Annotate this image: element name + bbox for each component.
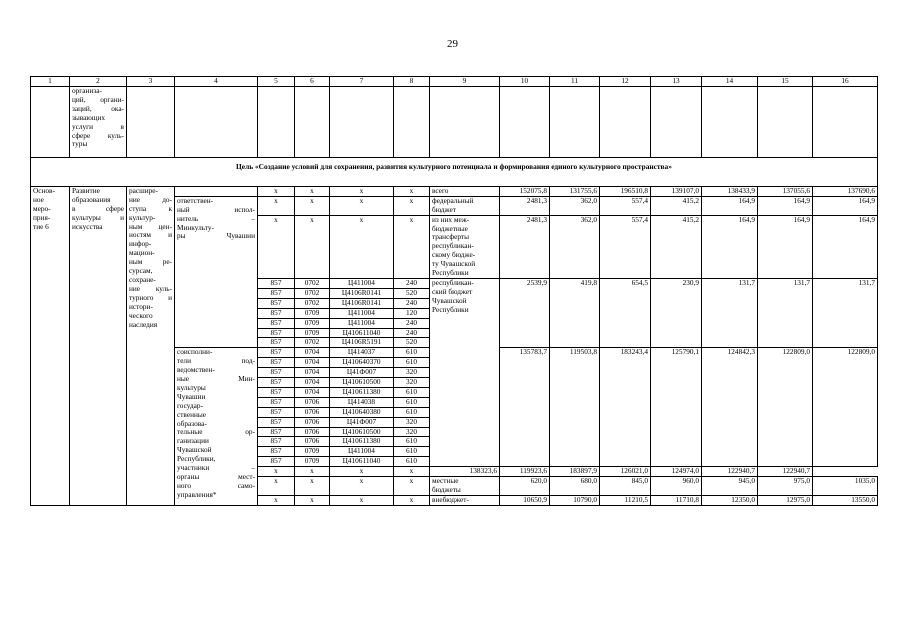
goal-title: Цель «Создание условий для сохранения, развития культурного потенциала и формирования единого культурного пространства» bbox=[31, 158, 878, 187]
co-executors: соисполни- тели под- ведомствен- ные Мин- культуры Чувашии государ- ственные образова- тельные ор- ганизации Чувашской Республики, участники – органы мест- ного само- управления* bbox=[175, 348, 258, 506]
budget-code: 0709 bbox=[295, 447, 330, 457]
amount-cell: 122809,0 bbox=[758, 348, 813, 467]
amount-cell: 122809,0 bbox=[813, 348, 878, 467]
amount-cell: 164,9 bbox=[702, 215, 758, 278]
budget-code: Ц4106R5191 bbox=[330, 338, 394, 348]
budget-code: 857 bbox=[258, 328, 295, 338]
budget-code: 857 bbox=[258, 288, 295, 298]
budget-code: 857 bbox=[258, 358, 295, 368]
amount-cell: 164,9 bbox=[702, 196, 758, 215]
budget-code: Ц414037 bbox=[330, 348, 394, 358]
responsible-executor: ответствен- ный испол- нитель – Минкульту- ры Чувашии bbox=[175, 196, 258, 348]
amount-cell: 415,2 bbox=[651, 215, 702, 278]
amount-cell: 131,7 bbox=[758, 278, 813, 347]
column-number: 5 bbox=[258, 77, 295, 87]
column-number: 15 bbox=[758, 77, 813, 87]
budget-code: 0709 bbox=[295, 308, 330, 318]
budget-code: 0704 bbox=[295, 358, 330, 368]
amount-cell: 119503,8 bbox=[550, 348, 600, 467]
budget-code: Ц410611040 bbox=[330, 328, 394, 338]
budget-code: 610 bbox=[394, 358, 430, 368]
continuation-row bbox=[31, 87, 878, 158]
code-x: x bbox=[330, 467, 394, 477]
funding-source: внебюджет- bbox=[430, 495, 500, 505]
amount-cell: 119923,6 bbox=[500, 467, 550, 477]
budget-code: 857 bbox=[258, 417, 295, 427]
amount-cell: 122940,7 bbox=[758, 467, 813, 477]
budget-code: Ц41Ф007 bbox=[330, 417, 394, 427]
funding-source: из них меж- бюджетные трансферты республикан- скому бюдже- ту Чувашской Республики bbox=[430, 215, 500, 278]
amount-cell: 620,0 bbox=[500, 477, 550, 496]
table-body bbox=[31, 77, 878, 506]
funding-source: федеральный бюджет bbox=[430, 196, 500, 215]
budget-code: 610 bbox=[394, 387, 430, 397]
amount-cell: 845,0 bbox=[600, 477, 651, 496]
budget-code: 0702 bbox=[295, 338, 330, 348]
code-x: x bbox=[295, 196, 330, 215]
budget-code: 857 bbox=[258, 378, 295, 388]
budget-code: 857 bbox=[258, 278, 295, 288]
amount-cell: 680,0 bbox=[550, 477, 600, 496]
budget-code: 610 bbox=[394, 457, 430, 467]
amount-cell: 10790,0 bbox=[550, 495, 600, 505]
goal-row bbox=[31, 158, 878, 187]
amount-cell: 11710,8 bbox=[651, 495, 702, 505]
amount-cell: 11210,5 bbox=[600, 495, 651, 505]
column-number: 14 bbox=[702, 77, 758, 87]
budget-code: 0706 bbox=[295, 397, 330, 407]
budget-code: 120 bbox=[394, 308, 430, 318]
budget-code: 0704 bbox=[295, 378, 330, 388]
budget-code: 0709 bbox=[295, 457, 330, 467]
amount-cell: 131,7 bbox=[813, 278, 878, 347]
budget-code: 520 bbox=[394, 338, 430, 348]
amount-cell: 230,9 bbox=[651, 278, 702, 347]
amount-cell: 131,7 bbox=[702, 278, 758, 347]
empty-cell bbox=[175, 186, 258, 196]
amount-cell: 164,9 bbox=[813, 215, 878, 278]
amount-cell: 183243,4 bbox=[600, 348, 651, 467]
code-x: x bbox=[394, 495, 430, 505]
amount-cell: 654,5 bbox=[600, 278, 651, 347]
budget-code: Ц4106R0141 bbox=[330, 288, 394, 298]
budget-code: 857 bbox=[258, 447, 295, 457]
amount-cell: 138323,6 bbox=[430, 467, 500, 477]
budget-code: 0704 bbox=[295, 387, 330, 397]
amount-cell: 124842,3 bbox=[702, 348, 758, 467]
column-number: 6 bbox=[295, 77, 330, 87]
budget-code: 0709 bbox=[295, 328, 330, 338]
amount-cell: 945,0 bbox=[702, 477, 758, 496]
amount-cell: 2481,3 bbox=[500, 215, 550, 278]
amount-cell: 975,0 bbox=[758, 477, 813, 496]
amount-cell: 362,0 bbox=[550, 196, 600, 215]
code-x: x bbox=[330, 495, 394, 505]
column-number-row bbox=[31, 77, 878, 87]
budget-code: 0702 bbox=[295, 278, 330, 288]
code-x: x bbox=[258, 215, 295, 278]
activity-number: Основ- ное меро- прия- тие 6 bbox=[31, 186, 70, 505]
amount-cell: 12975,0 bbox=[758, 495, 813, 505]
column-number: 16 bbox=[813, 77, 878, 87]
activity-goal: расшире- ние до- ступа к культур- ным цен- ностям и инфор- мацион- ным ре- сурсам, сохране- ние куль- турного и истори- ческого наследия bbox=[127, 186, 175, 505]
budget-code: 320 bbox=[394, 427, 430, 437]
budget-code: Ц410640370 bbox=[330, 358, 394, 368]
budget-code: 610 bbox=[394, 397, 430, 407]
column-number: 12 bbox=[600, 77, 651, 87]
budget-code: 610 bbox=[394, 348, 430, 358]
column-number: 4 bbox=[175, 77, 258, 87]
amount-cell: 125790,1 bbox=[651, 348, 702, 467]
budget-code: Ц410611380 bbox=[330, 387, 394, 397]
amount-cell: 2481,3 bbox=[500, 196, 550, 215]
amount-cell: 126021,0 bbox=[600, 467, 651, 477]
column-number: 11 bbox=[550, 77, 600, 87]
budget-code: 857 bbox=[258, 437, 295, 447]
budget-code: 320 bbox=[394, 368, 430, 378]
budget-code: 0706 bbox=[295, 417, 330, 427]
code-x: x bbox=[330, 186, 394, 196]
amount-cell: 13550,0 bbox=[813, 495, 878, 505]
amount-cell: 12350,0 bbox=[702, 495, 758, 505]
funding-source: местные бюджеты bbox=[430, 477, 500, 496]
amount-cell: 164,9 bbox=[758, 215, 813, 278]
code-x: x bbox=[394, 215, 430, 278]
amount-cell: 138433,9 bbox=[702, 186, 758, 196]
column-number: 3 bbox=[127, 77, 175, 87]
column-number: 1 bbox=[31, 77, 70, 87]
budget-code: 857 bbox=[258, 368, 295, 378]
column-number: 9 bbox=[430, 77, 500, 87]
amount-cell: 557,4 bbox=[600, 196, 651, 215]
budget-code: 0704 bbox=[295, 368, 330, 378]
budget-code: 0706 bbox=[295, 407, 330, 417]
amount-cell: 124974,0 bbox=[651, 467, 702, 477]
code-x: x bbox=[394, 477, 430, 496]
budget-code: Ц410610500 bbox=[330, 378, 394, 388]
budget-code: 240 bbox=[394, 298, 430, 308]
column-number: 8 bbox=[394, 77, 430, 87]
code-x: x bbox=[295, 467, 330, 477]
budget-code: Ц4106R0141 bbox=[330, 298, 394, 308]
amount-cell: 135783,7 bbox=[500, 348, 550, 467]
code-x: x bbox=[295, 477, 330, 496]
code-x: x bbox=[394, 196, 430, 215]
budget-code: 857 bbox=[258, 427, 295, 437]
amount-cell: 419,8 bbox=[550, 278, 600, 347]
budget-code: 610 bbox=[394, 447, 430, 457]
code-x: x bbox=[330, 196, 394, 215]
code-x: x bbox=[295, 186, 330, 196]
budget-code: 0702 bbox=[295, 298, 330, 308]
amount-cell: 415,2 bbox=[651, 196, 702, 215]
amount-cell: 131755,6 bbox=[550, 186, 600, 196]
code-x: x bbox=[295, 495, 330, 505]
amount-cell: 960,0 bbox=[651, 477, 702, 496]
code-x: x bbox=[258, 196, 295, 215]
code-x: x bbox=[258, 477, 295, 496]
budget-code: 857 bbox=[258, 298, 295, 308]
amount-cell: 137055,6 bbox=[758, 186, 813, 196]
budget-code: 520 bbox=[394, 288, 430, 298]
budget-code: 857 bbox=[258, 387, 295, 397]
budget-code: 0706 bbox=[295, 437, 330, 447]
code-x: x bbox=[330, 215, 394, 278]
code-x: x bbox=[394, 467, 430, 477]
budget-code: Ц414038 bbox=[330, 397, 394, 407]
code-x: x bbox=[258, 467, 295, 477]
activity-name: Развитие образования в сфере культуры и искусства bbox=[70, 186, 127, 505]
budget-code: 0702 bbox=[295, 288, 330, 298]
budget-code: 320 bbox=[394, 378, 430, 388]
budget-code: Ц410640380 bbox=[330, 407, 394, 417]
budget-code: 240 bbox=[394, 278, 430, 288]
amount-cell: 362,0 bbox=[550, 215, 600, 278]
code-x: x bbox=[394, 186, 430, 196]
amount-cell: 164,9 bbox=[813, 196, 878, 215]
budget-code: Ц411004 bbox=[330, 278, 394, 288]
budget-code: 320 bbox=[394, 417, 430, 427]
table-row bbox=[31, 186, 878, 196]
funding-source: всего bbox=[430, 186, 500, 196]
budget-code: 857 bbox=[258, 308, 295, 318]
budget-code: 857 bbox=[258, 397, 295, 407]
budget-code: Ц410610500 bbox=[330, 427, 394, 437]
budget-code: Ц411004 bbox=[330, 308, 394, 318]
program-table bbox=[30, 76, 878, 506]
column-number: 10 bbox=[500, 77, 550, 87]
budget-code: Ц410611380 bbox=[330, 437, 394, 447]
amount-cell: 137690,6 bbox=[813, 186, 878, 196]
code-x: x bbox=[258, 495, 295, 505]
amount-cell: 122940,7 bbox=[702, 467, 758, 477]
column-number: 2 bbox=[70, 77, 127, 87]
budget-code: 610 bbox=[394, 407, 430, 417]
budget-code: Ц411004 bbox=[330, 318, 394, 328]
amount-cell: 1035,0 bbox=[813, 477, 878, 496]
amount-cell: 196510,8 bbox=[600, 186, 651, 196]
budget-code: 0706 bbox=[295, 427, 330, 437]
amount-cell: 10650,9 bbox=[500, 495, 550, 505]
amount-cell: 164,9 bbox=[758, 196, 813, 215]
budget-code: 857 bbox=[258, 348, 295, 358]
budget-code: 857 bbox=[258, 338, 295, 348]
code-x: x bbox=[295, 215, 330, 278]
column-number: 13 bbox=[651, 77, 702, 87]
code-x: x bbox=[258, 186, 295, 196]
budget-code: 240 bbox=[394, 328, 430, 338]
column-number: 7 bbox=[330, 77, 394, 87]
budget-code: 857 bbox=[258, 318, 295, 328]
budget-code: 857 bbox=[258, 457, 295, 467]
budget-code: 0704 bbox=[295, 348, 330, 358]
amount-cell: 2539,9 bbox=[500, 278, 550, 347]
page-number: 29 bbox=[447, 38, 458, 50]
continuation-text: организа- ций, органи- заций, ока- зывающих услуги в сфере куль- туры bbox=[70, 87, 127, 158]
budget-code: Ц410611040 bbox=[330, 457, 394, 467]
amount-cell: 557,4 bbox=[600, 215, 651, 278]
code-x: x bbox=[330, 477, 394, 496]
budget-code: Ц411004 bbox=[330, 447, 394, 457]
amount-cell: 139107,0 bbox=[651, 186, 702, 196]
budget-code: 240 bbox=[394, 318, 430, 328]
amount-cell: 152075,8 bbox=[500, 186, 550, 196]
budget-code: 610 bbox=[394, 437, 430, 447]
budget-code: Ц41Ф007 bbox=[330, 368, 394, 378]
budget-code: 0709 bbox=[295, 318, 330, 328]
amount-cell: 183897,9 bbox=[550, 467, 600, 477]
funding-source: республикан- ский бюджет Чувашской Республики bbox=[430, 278, 500, 466]
budget-code: 857 bbox=[258, 407, 295, 417]
